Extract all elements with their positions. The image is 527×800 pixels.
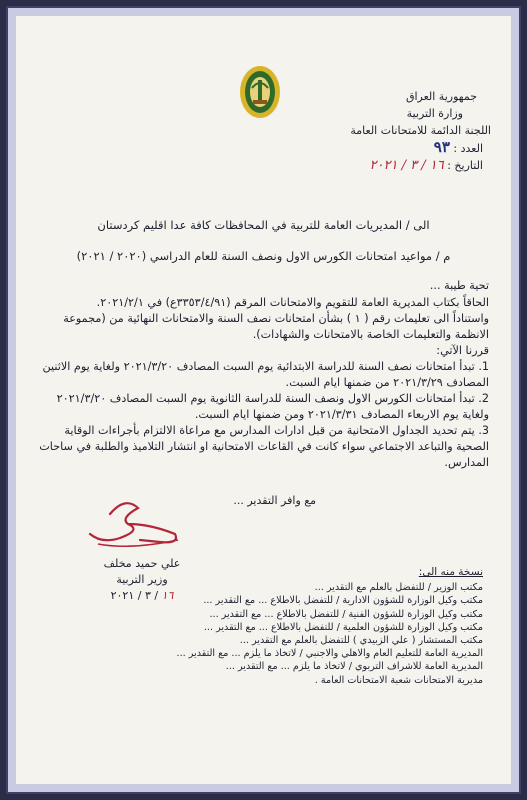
copy-to-list <box>176 566 483 687</box>
date-label: التاريخ : <box>447 159 483 172</box>
copy-to-item: مكتب وكيل الوزارة للشؤون الادارية / للتفضل بالاطلاع ... مع التقدير ... <box>203 595 483 607</box>
letter-body <box>38 278 489 471</box>
number-value: ٩٣ <box>433 138 450 156</box>
ministry-name: وزارة التربية <box>406 107 463 120</box>
decision-item-1: 1. تبدأ امتحانات نصف السنة للدراسة الابتدائية يوم السبت المصادف ٢٠٢١/٣/٢٠ ولغاية يوم الاثنين المصادف ٢٠٢١/٣/٢٩ من ضمنها ايام السبت. <box>42 360 489 389</box>
decision-item-2: 2. تبدأ امتحانات الكورس الاول ونصف السنة للدراسة الثانوية يوم السبت المصادف ٢٠٢١/٣/٢٠ ولغاية يوم الاربعاء المصادف ٢٠٢١/٣/٣١ ومن ضمنها ايام السبت. <box>56 392 489 421</box>
decision-intro: قررنا الآتي: <box>436 344 489 357</box>
date-value: ١٦ / ٣ / ٢٠٢١ <box>369 158 444 173</box>
signature-date-day: ١٦ <box>161 589 174 602</box>
letter-header <box>291 88 491 174</box>
republic-name: جمهورية العراق <box>405 90 477 103</box>
copy-to-item: مكتب الوزير / للتفضل بالعلم مع التقدير ... <box>314 582 483 594</box>
signatory-title: وزير التربية <box>116 573 168 586</box>
greeting: تحية طيبة ... <box>429 279 489 292</box>
document-page <box>16 16 511 784</box>
addressee-line: الى / المديريات العامة للتربية في المحافظات كافة عدا اقليم كردستان <box>97 218 430 232</box>
number-label: العدد : <box>453 142 483 155</box>
scan-border <box>6 6 521 794</box>
signatory-name: علي حميد مخلف <box>103 557 181 570</box>
copy-to-item: مكتب وكيل الوزارة للشؤون الفنية / للتفضل بالاطلاع ... مع التقدير ... <box>209 608 483 620</box>
paragraph-reference: الحاقاً بكتاب المديرية العامة للتقويم والامتحانات المرقم (٣٣٥٣/٤/٩١ع) في ٢٠٢١/٢/١. <box>96 296 489 309</box>
copy-to-title: نسخة منه الى: <box>418 566 483 578</box>
letter-number <box>291 139 491 157</box>
copy-to-item: المديرية العامة للاشراف التربوي / لاتخاذ ما يلزم ... مع التقدير ... <box>225 661 483 673</box>
letter-date <box>291 157 491 174</box>
closing-line: مع وافر التقدير ... <box>233 494 316 507</box>
subject-line: م / مواعيد امتحانات الكورس الاول ونصف السنة للعام الدراسي (٢٠٢٠ / ٢٠٢١) <box>76 249 451 263</box>
copy-to-item: المديرية العامة للتعليم العام والاهلي والاجنبي / لاتخاذ ما يلزم ... مع التقدير ... <box>176 648 483 660</box>
copy-to-item: مكتب وكيل الوزارة للشؤون العلمية / للتفضل بالاطلاع ... مع التقدير ... <box>203 621 483 633</box>
ministry-emblem-icon <box>238 64 282 120</box>
committee-name: اللجنة الدائمة للامتحانات العامة <box>350 124 491 137</box>
signature-date-rest: / ٣ / ٢٠٢١ <box>110 589 159 602</box>
paragraph-basis: واستناداً الى تعليمات رقم ( ١ ) بشأن امتحانات نصف السنة والامتحانات النهائية من (مجموعة الانظمة والتعليمات الخاصة بالامتحانات والشهادات). <box>63 312 489 341</box>
copy-to-item: مديرية الامتحانات شعبة الامتحانات العامة . <box>314 674 483 686</box>
handwritten-signature-icon <box>80 494 190 554</box>
copy-to-item: مكتب المستشار ( علي الزبيدي ) للتفضل بالعلم مع التقدير ... <box>239 635 483 647</box>
decision-item-3: 3. يتم تحديد الجداول الامتحانية من قبل ادارات المدارس مع مراعاة الالتزام بأجراءات الوقاية الصحية والتباعد الاجتماعي سواء كانت في القاعات الامتحانية او انتشار التلاميذ والطلبة في ساحات المدارس. <box>39 424 489 469</box>
